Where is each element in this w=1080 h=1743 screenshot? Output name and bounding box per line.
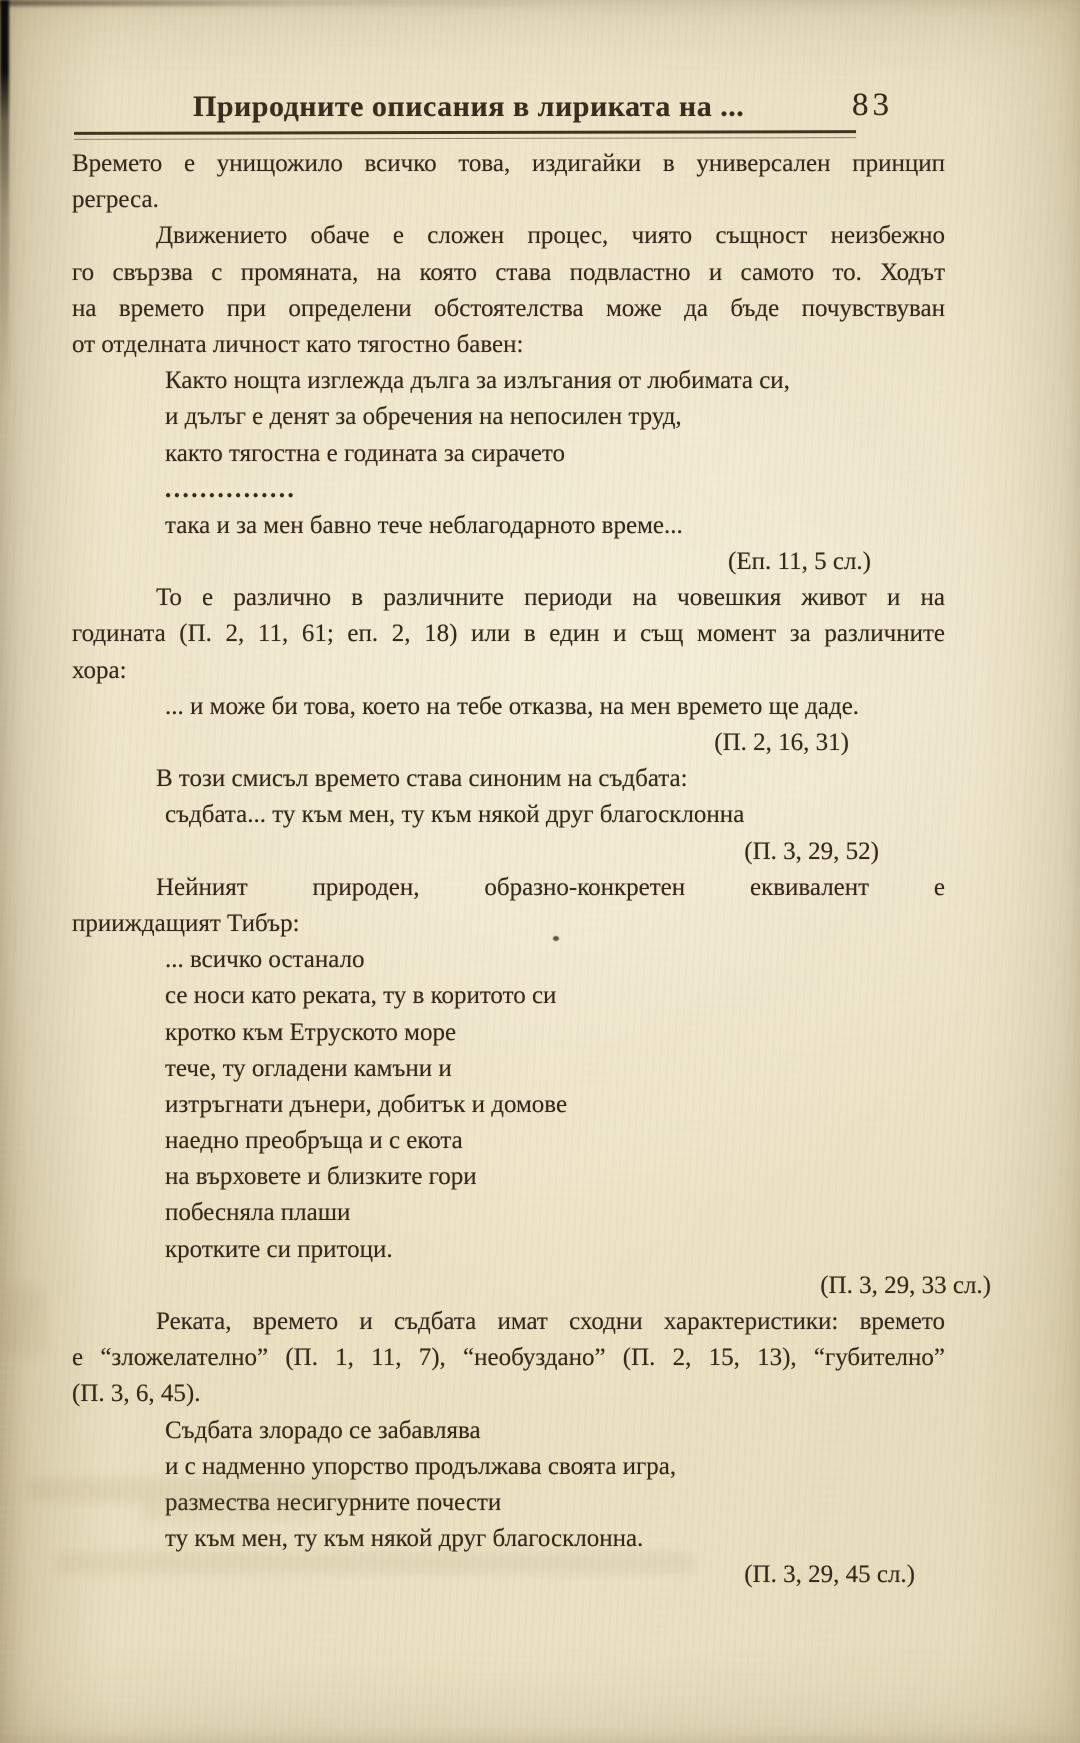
text-line: от отделната личност като тягостно бавен: (72, 330, 524, 358)
text-line: прииждащият Тибър: (72, 909, 300, 937)
bleed-through-smudge (4, 1286, 48, 1356)
text-line: на времето при определени обстоятелства може да бъде почувствуван (72, 294, 945, 322)
text-line: размества несигурните почести (165, 1488, 502, 1516)
text-line: е “зложелателно” (П. 1, 11, 7), “необуздано” (П. 2, 15, 13), “губително” (72, 1344, 945, 1372)
text-line: ту към мен, ту към някой друг благосклонна. (165, 1525, 644, 1553)
ink-speck (553, 936, 559, 941)
text-line: ............... (165, 475, 297, 503)
text-line: и с надменно упорство продължава своята игра, (165, 1452, 677, 1480)
text-line: съдбата... ту към мен, ту към някой друг благосклонна (165, 801, 745, 829)
text-line: (Еп. 11, 5 сл.) (728, 548, 871, 576)
text-line: годината (П. 2, 11, 61; еп. 2, 18) или в един и същ момент за различните (72, 620, 945, 648)
page-text (72, 146, 991, 1594)
text-line: ... и може би това, което на тебе отказва, на мен времето ще даде. (165, 692, 860, 720)
text-line: Както нощта изглежда дълга за излъгания от любимата си, (165, 367, 790, 395)
scan-edge-left (0, 0, 9, 420)
text-line: регреса. (72, 186, 159, 214)
text-line: така и за мен бавно тече неблагодарното време... (165, 511, 683, 539)
text-line: (П. 2, 16, 31) (714, 729, 849, 756)
text-line: наедно преобръща и с екота (165, 1127, 463, 1155)
text-line: ... всичко останало (165, 946, 365, 974)
text-line: хора: (72, 656, 127, 684)
text-line: Времето е унищожило всичко това, издигайки в универсален принцип (72, 150, 945, 177)
text-line: кротките си притоци. (165, 1235, 393, 1263)
text-line: се носи като реката, ту в коритото си (165, 982, 557, 1010)
text-line: побесняла плаши (165, 1199, 351, 1227)
text-line: както тягостна е годината за сирачето (165, 439, 565, 467)
page-number: 83 (852, 87, 893, 123)
text-line: (П. 3, 6, 45). (72, 1380, 201, 1408)
header-rule (74, 130, 856, 140)
text-line: (П. 3, 29, 52) (744, 837, 879, 865)
text-line: (П. 3, 29, 45 сл.) (744, 1561, 915, 1589)
text-line: Реката, времето и съдбата имат сходни характеристики: времето (156, 1308, 945, 1335)
text-line: и дълъг е денят за обречения на непосилен труд, (165, 403, 682, 431)
running-header-title: Природните описания в лириката на ... (193, 90, 745, 123)
text-line: Движението обаче е сложен процес, чиято същност неизбежно (156, 222, 945, 250)
text-line: изтръгнати дънери, добитък и домове (165, 1090, 568, 1118)
text-line: То е различно в различните периоди на човешкия живот и на (156, 584, 945, 612)
text-line: тече, ту огладени камъни и (165, 1054, 452, 1082)
text-line: (П. 3, 29, 33 сл.) (820, 1271, 991, 1299)
text-line: Нейният природен, образно-конкретен еквивалент е (156, 873, 945, 901)
text-line: В този смисъл времето става синоним на съдбата: (156, 765, 688, 793)
text-line: кротко към Етруското море (165, 1018, 457, 1046)
scan-edge-top (0, 0, 1080, 6)
text-line: Съдбата злорадо се забавлява (165, 1416, 481, 1444)
text-line: го свързва с промяната, на която става подвластно и самото то. Ходът (72, 258, 945, 286)
text-line: на върховете и близките гори (165, 1163, 477, 1191)
